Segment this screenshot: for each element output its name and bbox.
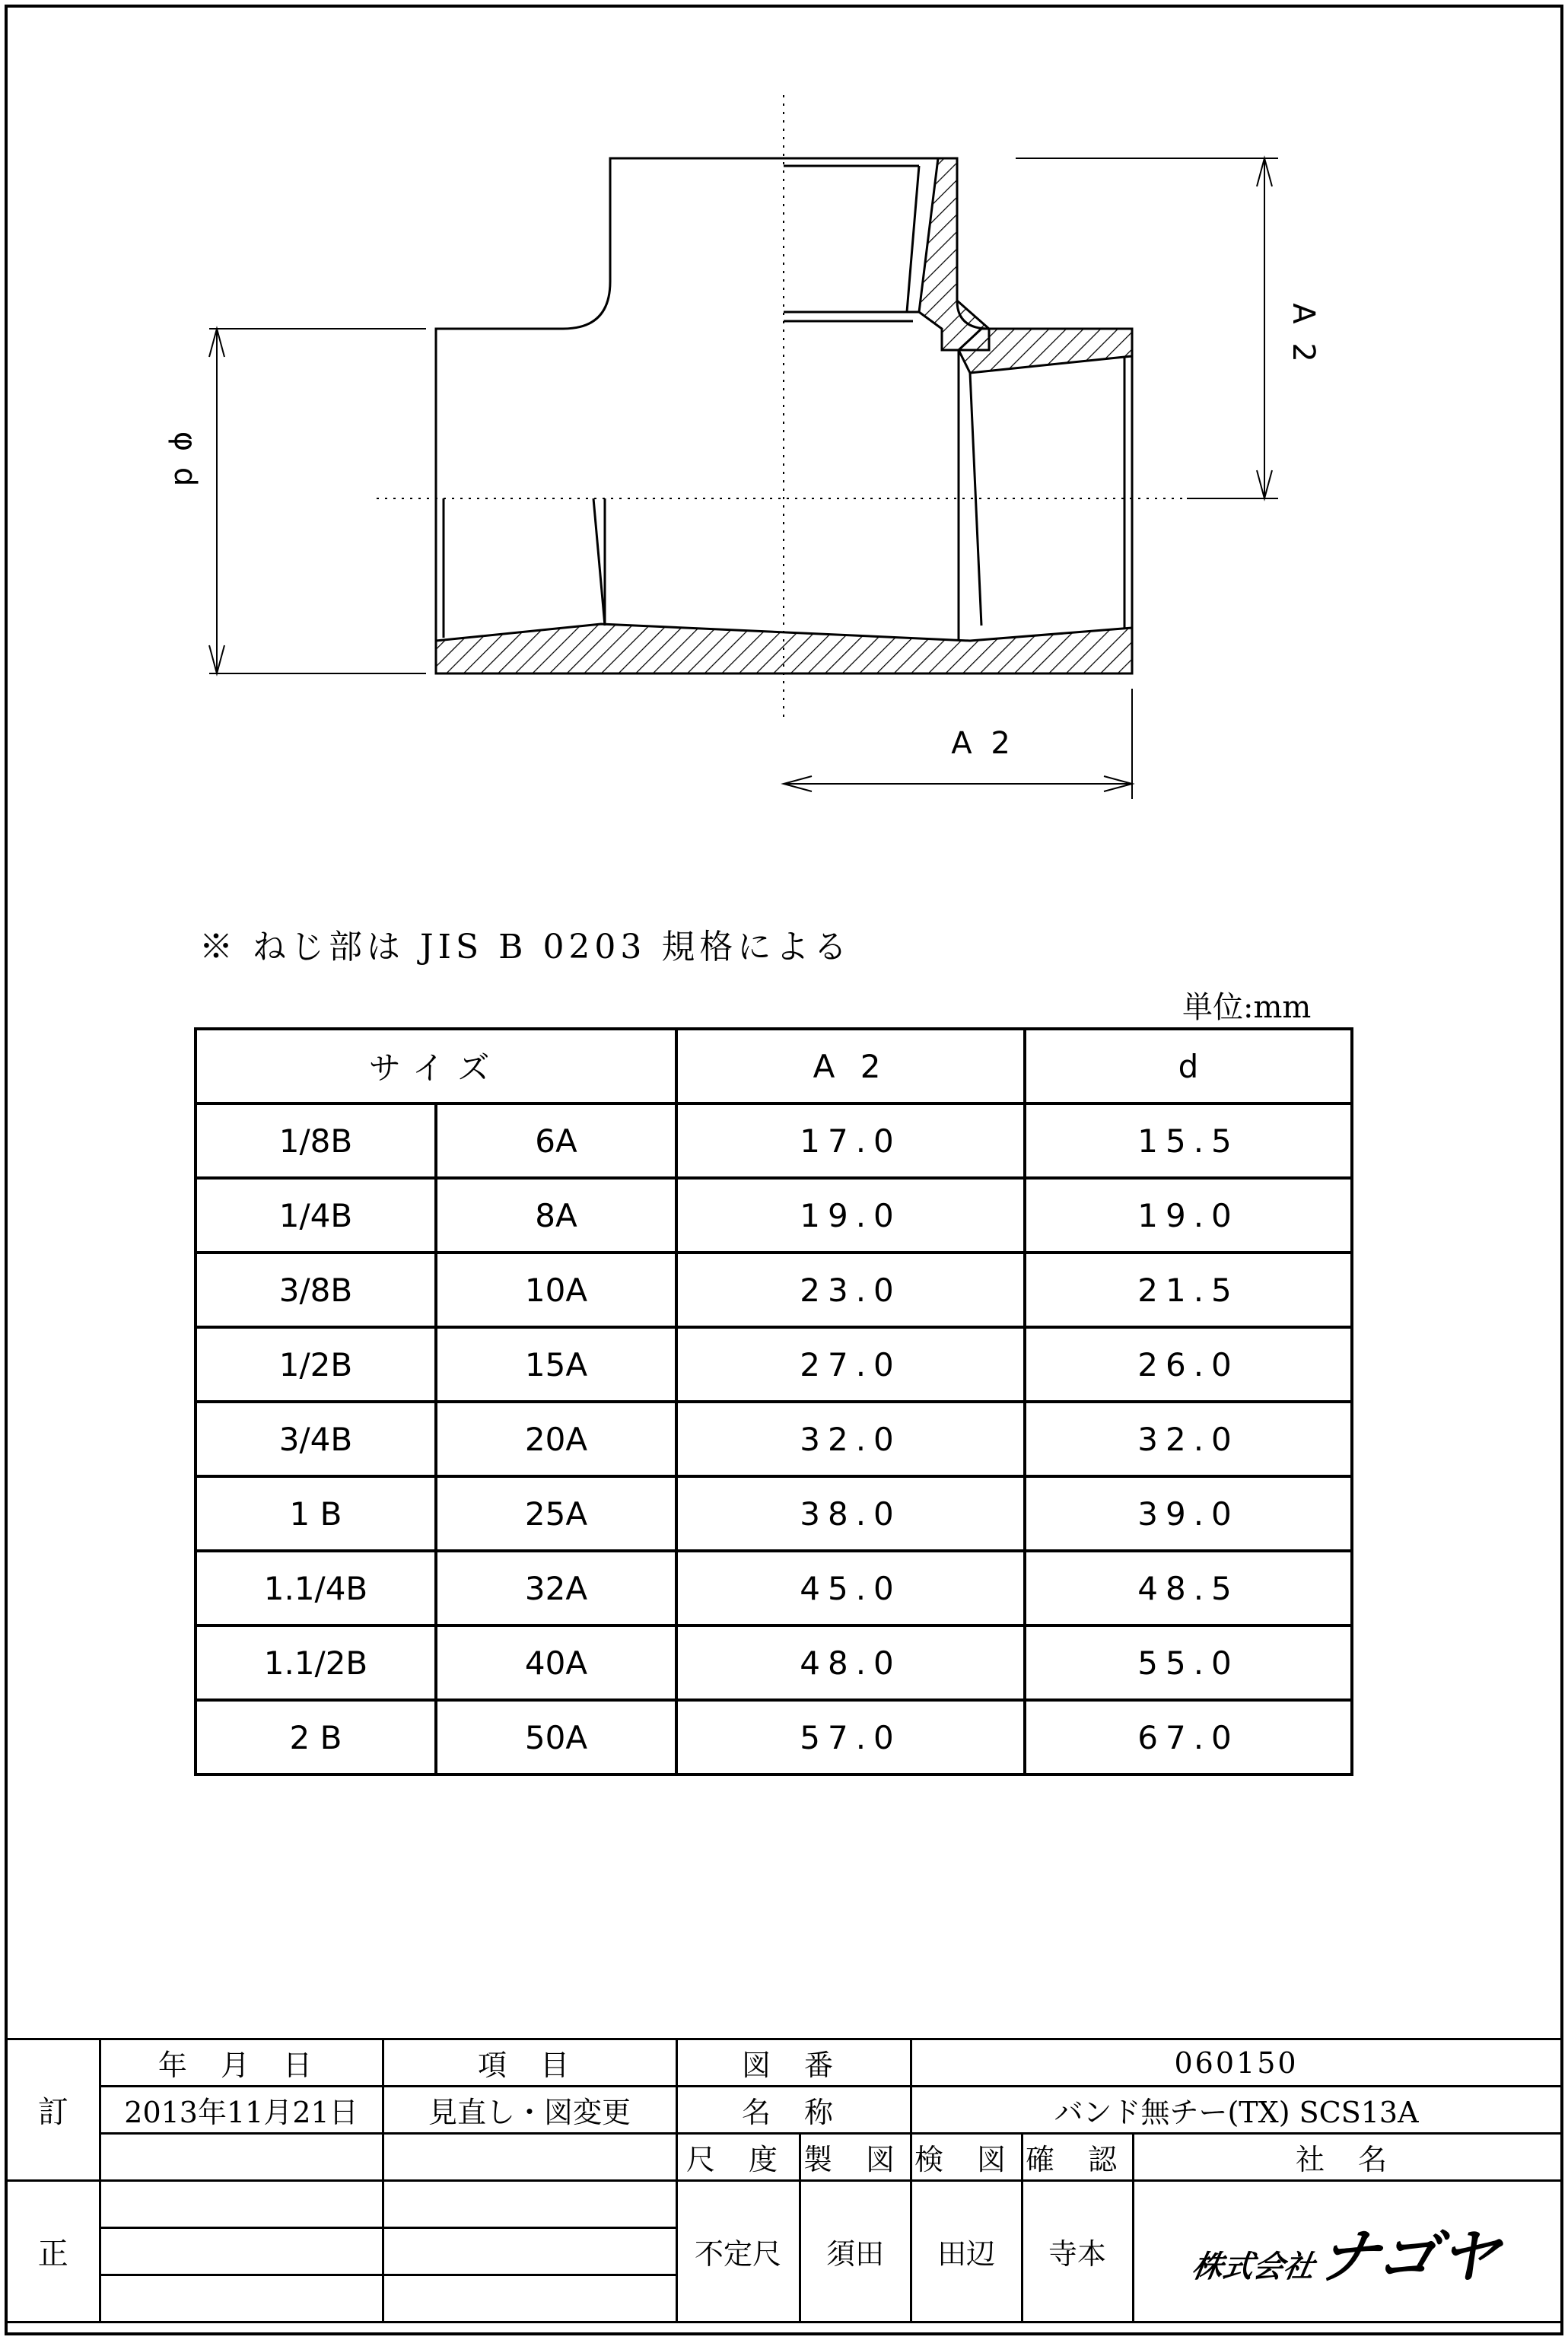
cell-a2: 57.0 bbox=[676, 1700, 1025, 1775]
approved-by: 寺本 bbox=[1022, 2181, 1133, 2322]
product-name: バンド無チー(TX) SCS13A bbox=[911, 2087, 1562, 2134]
cell-nominal: 6A bbox=[436, 1103, 676, 1178]
dim-label-a2-run: A 2 bbox=[951, 726, 1015, 761]
drawing-no-label: 図 番 bbox=[676, 2039, 911, 2087]
approved-label: 確 認 bbox=[1022, 2134, 1133, 2181]
drawing-number: 060150 bbox=[911, 2039, 1562, 2087]
cell-d: 21.5 bbox=[1025, 1253, 1352, 1327]
revision-label-bottom: 正 bbox=[8, 2181, 100, 2322]
branch-thread-line bbox=[907, 166, 919, 312]
run-wall-bottom-hatch bbox=[436, 624, 1132, 673]
revision-date-empty bbox=[100, 2275, 383, 2322]
table-row bbox=[196, 1327, 1352, 1402]
cell-nominal: 10A bbox=[436, 1253, 676, 1327]
left-thread-line bbox=[593, 498, 605, 626]
header-d: d bbox=[1025, 1029, 1352, 1103]
header-a2: A 2 bbox=[676, 1029, 1025, 1103]
checked-by: 田辺 bbox=[911, 2181, 1022, 2322]
body-outline bbox=[436, 158, 1132, 673]
cell-d: 26.0 bbox=[1025, 1327, 1352, 1402]
revision-item-empty bbox=[383, 2181, 676, 2228]
thread-standard-note: ※ ねじ部は JIS B 0203 規格による bbox=[199, 928, 852, 966]
cell-inch: 1.1/2B bbox=[196, 1625, 436, 1700]
cell-nominal: 8A bbox=[436, 1178, 676, 1253]
dim-label-diameter: φ d bbox=[167, 431, 202, 490]
cell-a2: 27.0 bbox=[676, 1327, 1025, 1402]
unit-label: 単位:mm bbox=[1182, 990, 1312, 1025]
name-label: 名 称 bbox=[676, 2087, 911, 2134]
cell-inch: 3/4B bbox=[196, 1402, 436, 1476]
drafted-label: 製 図 bbox=[800, 2134, 911, 2181]
revision-item-empty bbox=[383, 2275, 676, 2322]
table-row bbox=[196, 1253, 1352, 1327]
checked-label: 検 図 bbox=[911, 2134, 1022, 2181]
cell-nominal: 20A bbox=[436, 1402, 676, 1476]
cell-d: 67.0 bbox=[1025, 1700, 1352, 1775]
cell-a2: 17.0 bbox=[676, 1103, 1025, 1178]
company-label: 社 名 bbox=[1133, 2134, 1562, 2181]
scale-value: 不定尺 bbox=[676, 2181, 800, 2322]
table-row bbox=[196, 1103, 1352, 1178]
revision-item-empty bbox=[383, 2228, 676, 2275]
cell-d: 15.5 bbox=[1025, 1103, 1352, 1178]
cell-nominal: 32A bbox=[436, 1551, 676, 1625]
company-logo bbox=[1188, 2209, 1508, 2294]
cell-inch: 1 B bbox=[196, 1476, 436, 1551]
cell-a2: 23.0 bbox=[676, 1253, 1025, 1327]
revision-label-top: 訂 bbox=[8, 2039, 100, 2181]
revision-date-empty bbox=[100, 2228, 383, 2275]
cell-nominal: 40A bbox=[436, 1625, 676, 1700]
company-name: ナゴヤ bbox=[1312, 2222, 1506, 2291]
cell-d: 48.5 bbox=[1025, 1551, 1352, 1625]
cell-inch: 1/2B bbox=[196, 1327, 436, 1402]
dimension-table bbox=[194, 1027, 1353, 1776]
cell-a2: 48.0 bbox=[676, 1625, 1025, 1700]
cell-inch: 1/4B bbox=[196, 1178, 436, 1253]
revision-date: 2013年11月21日 bbox=[100, 2087, 383, 2134]
revision-date-empty bbox=[100, 2181, 383, 2228]
drafted-by: 須田 bbox=[800, 2181, 911, 2322]
table-row bbox=[196, 1625, 1352, 1700]
cell-a2: 38.0 bbox=[676, 1476, 1025, 1551]
cell-inch: 2 B bbox=[196, 1700, 436, 1775]
cell-a2: 32.0 bbox=[676, 1402, 1025, 1476]
revision-item: 見直し・図変更 bbox=[383, 2087, 676, 2134]
header-size: サイズ bbox=[196, 1029, 676, 1103]
cell-inch: 3/8B bbox=[196, 1253, 436, 1327]
company-prefix: 株式会社 bbox=[1188, 2249, 1318, 2284]
cell-d: 55.0 bbox=[1025, 1625, 1352, 1700]
cell-a2: 19.0 bbox=[676, 1178, 1025, 1253]
tee-fitting-drawing bbox=[0, 0, 1568, 875]
run-wall-top-hatch bbox=[959, 329, 1132, 373]
table-row bbox=[196, 1402, 1352, 1476]
revision-item-empty bbox=[383, 2134, 676, 2181]
cell-d: 39.0 bbox=[1025, 1476, 1352, 1551]
cell-a2: 45.0 bbox=[676, 1551, 1025, 1625]
table-row bbox=[196, 1700, 1352, 1775]
table-row bbox=[196, 1551, 1352, 1625]
cell-nominal: 15A bbox=[436, 1327, 676, 1402]
table-header-row bbox=[196, 1029, 1352, 1103]
col-date-label: 年 月 日 bbox=[100, 2039, 383, 2087]
cell-d: 32.0 bbox=[1025, 1402, 1352, 1476]
cell-nominal: 25A bbox=[436, 1476, 676, 1551]
company-logo-cell bbox=[1133, 2181, 1562, 2322]
cell-d: 19.0 bbox=[1025, 1178, 1352, 1253]
table-row bbox=[196, 1476, 1352, 1551]
cell-inch: 1.1/4B bbox=[196, 1551, 436, 1625]
revision-date-empty bbox=[100, 2134, 383, 2181]
cell-inch: 1/8B bbox=[196, 1103, 436, 1178]
title-block bbox=[8, 2038, 1563, 2323]
scale-label: 尺 度 bbox=[676, 2134, 800, 2181]
table-row bbox=[196, 1178, 1352, 1253]
col-item-label: 項 目 bbox=[383, 2039, 676, 2087]
cell-nominal: 50A bbox=[436, 1700, 676, 1775]
branch-wall-hatch bbox=[919, 158, 989, 350]
dim-label-a2-side: A 2 bbox=[1286, 303, 1321, 367]
